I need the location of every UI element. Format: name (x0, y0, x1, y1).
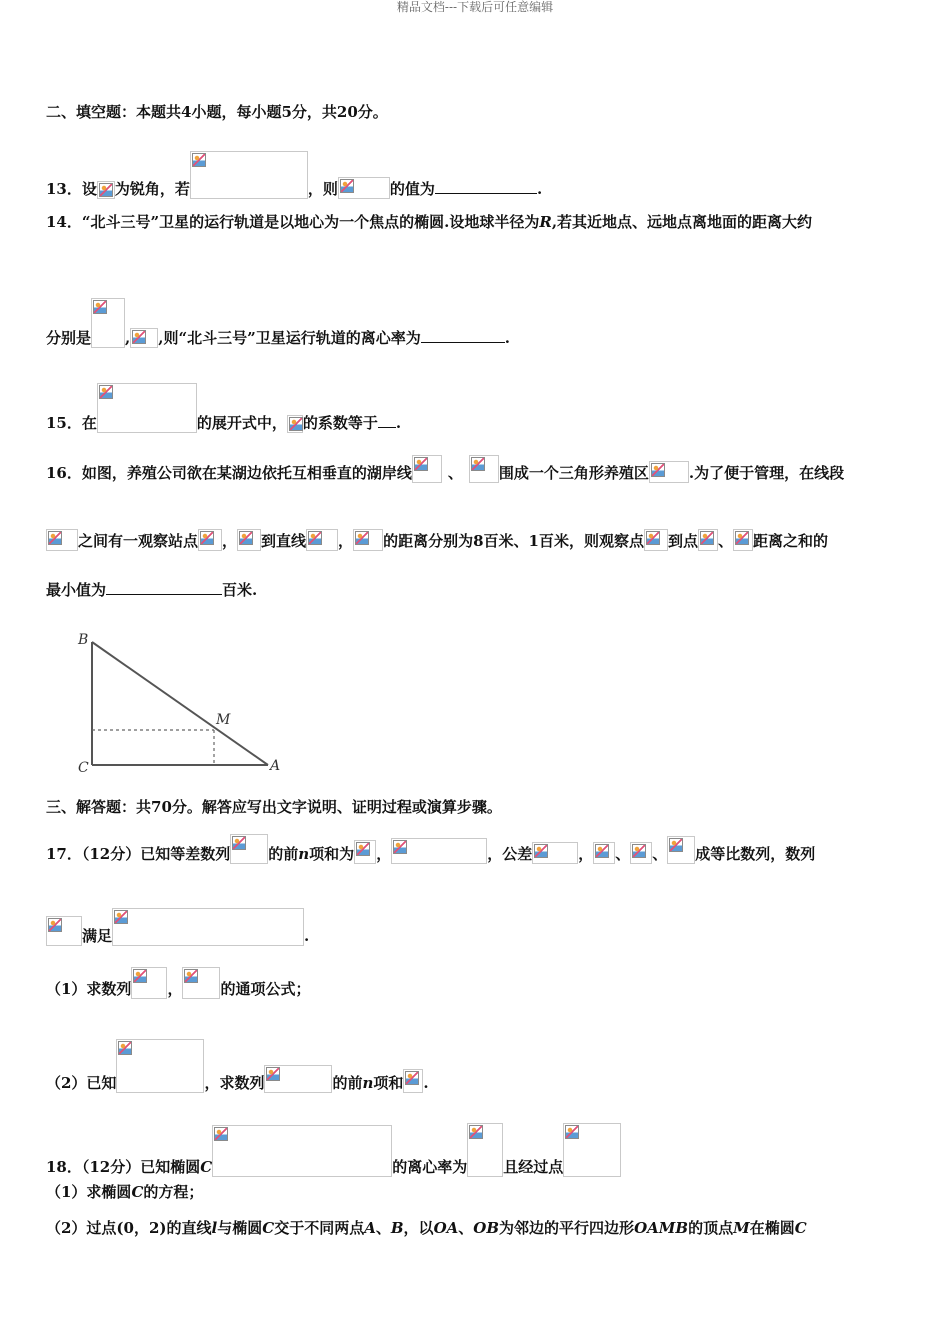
formula-image (182, 967, 220, 999)
question-14-line2: 分别是 , ,则“北斗三号”卫星运行轨道的离心率为 . (46, 298, 510, 348)
triangle-figure (70, 620, 300, 785)
formula-image (412, 455, 442, 483)
label-m: M (216, 712, 231, 728)
answer-blank (435, 179, 537, 194)
question-16-line1: 16．如图，养殖公司欲在某湖边依托互相垂直的湖岸线 、 围成一个三角形养殖区 .为了便于管理，在线段 (46, 455, 844, 483)
formula-image (97, 181, 115, 199)
formula-image (733, 529, 753, 551)
formula-image (354, 840, 376, 864)
formula-image (306, 529, 338, 551)
formula-image (403, 1069, 423, 1093)
question-17-part2: （2）已知 ，求数列 的前n项和 . (46, 1039, 429, 1093)
formula-image (190, 151, 308, 199)
question-15: 15．在 的展开式中， 的系数等于 . (46, 383, 401, 433)
section-2-heading: 二、填空题：本题共4小题，每小题5分，共20分。 (46, 103, 388, 121)
formula-image (667, 836, 695, 864)
formula-image (630, 842, 652, 864)
formula-image (46, 529, 78, 551)
formula-image (130, 328, 158, 348)
formula-image (230, 834, 268, 864)
question-17-part1: （1）求数列 ， 的通项公式； (46, 967, 310, 999)
formula-image (698, 529, 718, 551)
label-b: B (78, 632, 89, 648)
formula-image (97, 383, 197, 433)
formula-image (131, 967, 167, 999)
formula-image (353, 529, 383, 551)
formula-image (287, 415, 303, 433)
formula-image (593, 842, 615, 864)
formula-image (91, 298, 125, 348)
question-13: 13．设 为锐角，若 ，则 的值为 . (46, 151, 542, 199)
formula-image (212, 1125, 392, 1177)
formula-image (467, 1123, 503, 1177)
side-ba (92, 642, 268, 765)
question-16-line3: 最小值为 百米. (46, 581, 258, 599)
formula-image (237, 529, 261, 551)
label-a: A (270, 758, 281, 774)
formula-image (46, 916, 82, 946)
formula-image (391, 838, 487, 864)
answer-blank (106, 580, 222, 595)
question-18-part2: （2）过点(0，2)的直线l与椭圆C交于不同两点A、B，以OA、OB为邻边的平行四边形OAMB的顶点M在椭圆C (46, 1219, 807, 1237)
formula-image (644, 529, 668, 551)
question-17-line2: 满足 . (46, 908, 309, 946)
section-3-heading: 三、解答题：共70分。解答应写出文字说明、证明过程或演算步骤。 (46, 798, 502, 816)
formula-image (532, 842, 578, 864)
label-c: C (78, 760, 89, 776)
question-17-line1: 17．（12分）已知等差数列 的前n项和为 ， ，公差 ， 、 、 成等比数列，数列 (46, 834, 815, 864)
question-16-line2: 之间有一观察站点 ， 到直线 ， 的距离分别为8百米、1百米，则观察点 到点 、 距离之和的 (46, 529, 828, 551)
formula-image (469, 455, 499, 483)
formula-image (563, 1123, 621, 1177)
question-14-line1: 14．“北斗三号”卫星的运行轨道是以地心为一个焦点的椭圆.设地球半径为R,若其近地点、远地点离地面的距离大约 (46, 213, 813, 231)
formula-image (112, 908, 304, 946)
formula-image (338, 177, 390, 199)
formula-image (264, 1065, 332, 1093)
formula-image (198, 529, 222, 551)
question-18-part1: （1）求椭圆C的方程； (46, 1183, 204, 1201)
page-header: 精品文档---下载后可任意编辑 (396, 0, 554, 14)
answer-blank (421, 328, 505, 343)
answer-blank (378, 413, 396, 428)
formula-image (649, 461, 689, 483)
question-18-line1: 18．（12分）已知椭圆C 的离心率为 且经过点 (46, 1123, 621, 1177)
formula-image (116, 1039, 204, 1093)
